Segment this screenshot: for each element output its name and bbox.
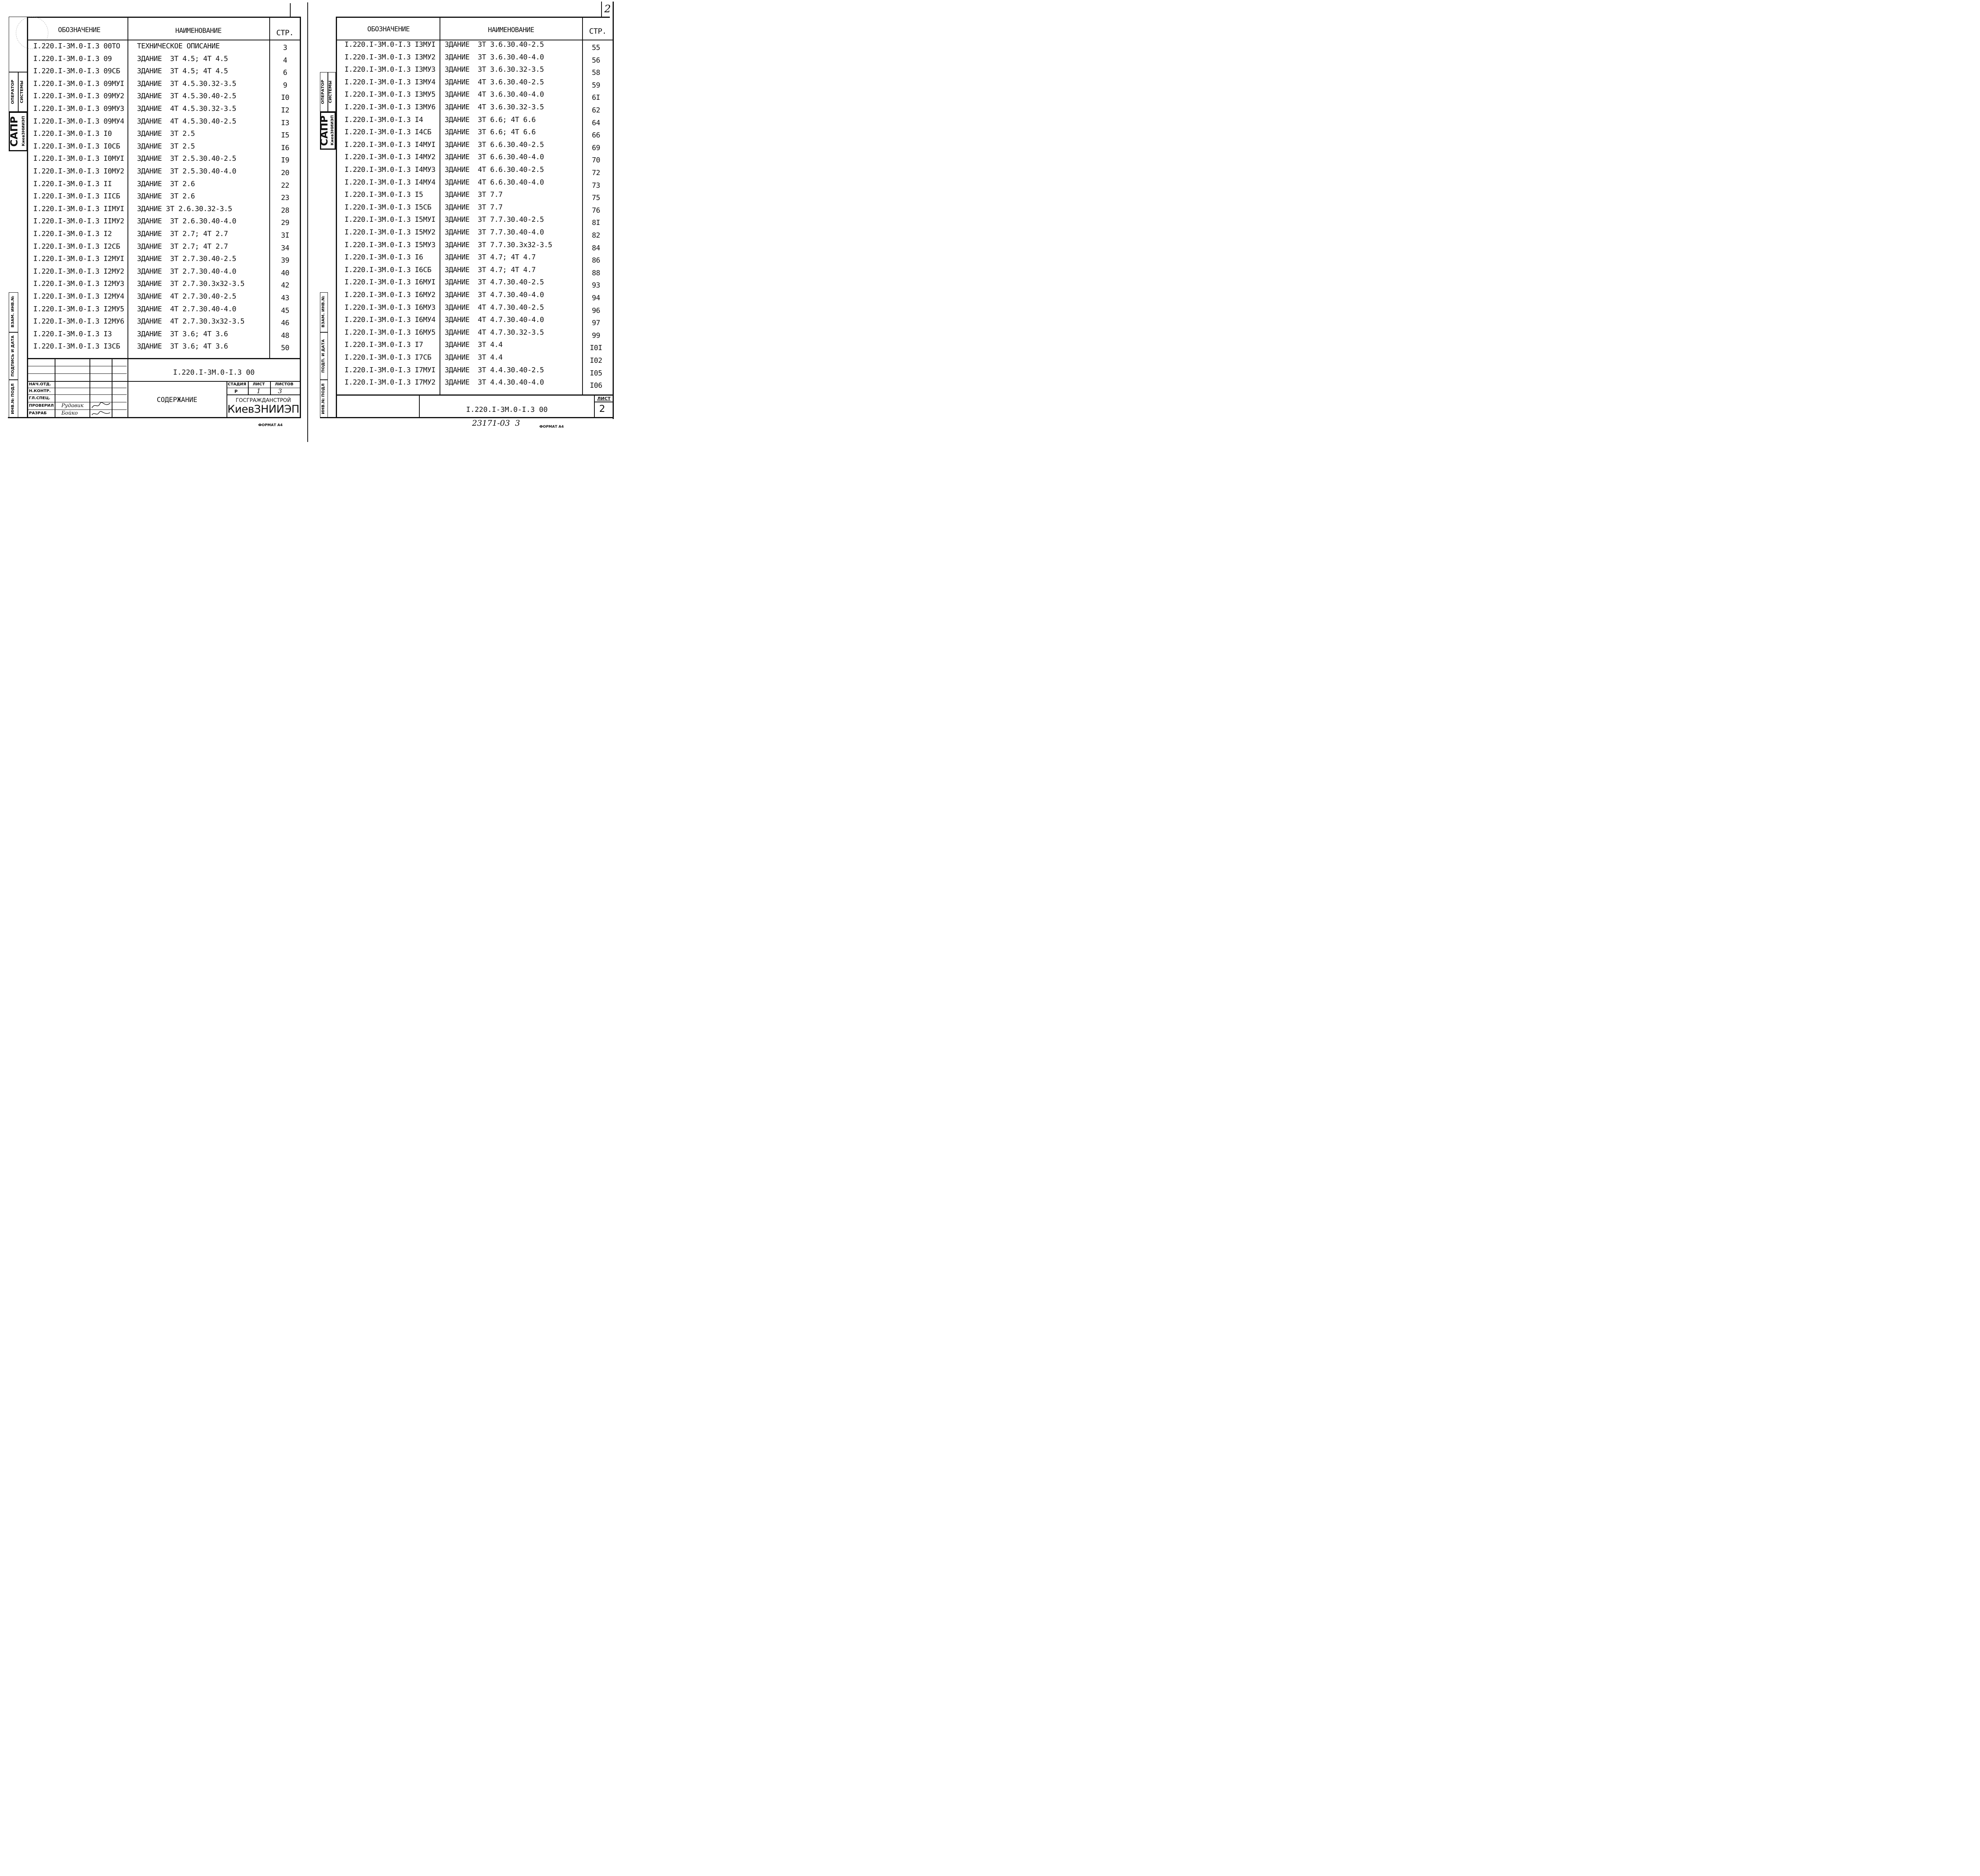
- row-name: ЗДАНИЕ 4Т 4.5.30.32-3.5: [137, 105, 236, 113]
- header-name: НАИМЕНОВАНИЕ: [175, 27, 222, 35]
- row-designation: I.220.I-3M.0-I.3 I6: [345, 253, 423, 262]
- header-designation: ОБОЗНАЧЕНИЕ: [367, 25, 410, 33]
- tb-stage-line-2: [227, 394, 300, 395]
- row-page: 22: [281, 181, 289, 190]
- row-name: ЗДАНИЕ 3Т 3.6; 4Т 3.6: [137, 329, 228, 338]
- row-name: ЗДАНИЕ 3Т 4.7; 4Т 4.7: [445, 265, 536, 274]
- left-sheet: [0, 0, 309, 445]
- row-designation: I.220.I-3M.0-I.3 09МУ4: [33, 117, 124, 126]
- row-designation: I.220.I-3M.0-I.3 I3МУ6: [345, 103, 436, 111]
- vzam-label: ВЗАМ. ИНВ.№: [321, 296, 326, 328]
- row-name: ЗДАНИЕ 4Т 3.6.30.40-4.0: [445, 90, 544, 99]
- row-designation: I.220.I-3M.0-I.3 I6МУI: [345, 278, 436, 287]
- row-name: ЗДАНИЕ 4Т 4.7.30.40-2.5: [445, 303, 544, 312]
- row-designation: I.220.I-3M.0-I.3 I3: [33, 329, 112, 338]
- row-page: 84: [592, 244, 600, 252]
- org-line2: КиевЗНИИЭП: [227, 403, 299, 415]
- top-border: [28, 17, 301, 18]
- signature-proveril: [90, 402, 112, 409]
- row-name: ЗДАНИЕ 4Т 2.7.30.3x32-3.5: [137, 317, 245, 326]
- org-line1: ГОСГРАЖДАНСТРОЙ: [236, 398, 291, 404]
- operator-label: ОПЕРАТОР: [321, 80, 325, 104]
- row-name: ЗДАНИЕ 3Т 6.6; 4Т 6.6: [445, 128, 536, 137]
- col-line-2: [269, 17, 270, 358]
- row-name: ЗДАНИЕ 3Т 2.7; 4Т 2.7: [137, 230, 228, 238]
- sheet-edge: [290, 3, 291, 17]
- row-page: I0I: [590, 344, 602, 352]
- row-page: 59: [592, 81, 600, 90]
- row-name: ЗДАНИЕ 4Т 6.6.30.40-2.5: [445, 166, 544, 174]
- row-page: 43: [281, 294, 289, 302]
- row-designation: I.220.I-3M.0-I.3 I4МУ2: [345, 153, 436, 162]
- row-name: ЗДАНИЕ 3Т 2.6: [137, 179, 195, 188]
- stamp-split: [18, 72, 19, 112]
- name-proveril: Рудавик: [61, 403, 84, 409]
- row-name: ЗДАНИЕ 3Т 6.6; 4Т 6.6: [445, 115, 536, 124]
- row-name: ЗДАНИЕ 3Т 4.4: [445, 353, 503, 362]
- inv-label: ИНВ.№ ПОДЛ: [11, 383, 15, 414]
- row-designation: I.220.I-3M.0-I.3 I5СБ: [345, 203, 432, 211]
- sheet-divider: [307, 2, 308, 442]
- row-designation: I.220.I-3M.0-I.3 I6СБ: [345, 265, 432, 274]
- tb-col-2: [594, 394, 595, 417]
- row-name: ТЕХНИЧЕСКОЕ ОПИСАНИЕ: [137, 42, 220, 50]
- row-page: 66: [592, 131, 600, 140]
- system-label: СИСТЕМЫ: [328, 80, 333, 103]
- doc-code: I.220.I-3M.0-I.3 00: [173, 368, 255, 377]
- row-page: 75: [592, 194, 600, 202]
- signature-razrab: [90, 409, 112, 417]
- table-end-line: [337, 394, 613, 396]
- sapr-org-label: КиевЗНИИЭП: [21, 116, 26, 147]
- row-page: 6: [283, 69, 287, 77]
- role-nach-otd: НАЧ.ОТД.: [29, 382, 51, 387]
- row-designation: I.220.I-3M.0-I.3 I3МУI: [345, 40, 436, 49]
- row-page: 45: [281, 306, 289, 315]
- row-page: 88: [592, 269, 600, 277]
- row-page: 48: [281, 331, 289, 340]
- row-page: I06: [590, 381, 602, 390]
- row-page: 97: [592, 319, 600, 328]
- sheets-value: 3: [278, 387, 282, 395]
- row-page: 70: [592, 156, 600, 165]
- row-designation: I.220.I-3M.0-I.3 I3МУ4: [345, 78, 436, 86]
- sapr-label: САПР: [8, 116, 20, 147]
- role-razrab: РАЗРАБ: [29, 411, 47, 415]
- row-page: 40: [281, 269, 289, 277]
- row-name: ЗДАНИЕ 3Т 4.5; 4Т 4.5: [137, 54, 228, 63]
- row-name: ЗДАНИЕ 4Т 6.6.30.40-4.0: [445, 178, 544, 187]
- name-razrab: Бойко: [61, 410, 78, 416]
- row-page: I2: [281, 106, 289, 114]
- bottom-border: [320, 417, 613, 418]
- row-name: ЗДАНИЕ 3Т 2.6.30.32-3.5: [137, 204, 232, 213]
- row-page: I9: [281, 156, 289, 165]
- row-name: ЗДАНИЕ 3Т 2.5.30.40-4.0: [137, 167, 236, 175]
- row-page: 82: [592, 231, 600, 240]
- tb-stage-col-1: [248, 381, 249, 394]
- side-sep-1: [320, 332, 328, 333]
- row-name: ЗДАНИЕ 4Т 2.7.30.40-4.0: [137, 305, 236, 313]
- sapr-org-label: КиевЗНИИЭП: [330, 115, 335, 146]
- podpis-label: ПОДП. И ДАТА: [321, 339, 326, 373]
- row-designation: I.220.I-3M.0-I.3 I2МУ3: [33, 280, 124, 288]
- row-name: ЗДАНИЕ 3Т 4.5.30.32-3.5: [137, 79, 236, 88]
- row-designation: I.220.I-3M.0-I.3 IIМУI: [33, 204, 124, 213]
- row-name: ЗДАНИЕ 4Т 3.6.30.32-3.5: [445, 103, 544, 111]
- row-name: ЗДАНИЕ 3Т 3.6.30.32-3.5: [445, 65, 544, 74]
- row-designation: I.220.I-3M.0-I.3 I7: [345, 341, 423, 349]
- row-page: 94: [592, 294, 600, 302]
- row-name: ЗДАНИЕ 3Т 7.7.30.40-4.0: [445, 228, 544, 236]
- row-name: ЗДАНИЕ 3Т 2.5: [137, 142, 195, 150]
- sheet-label: ЛИСТ: [597, 396, 611, 401]
- header-page: СТР.: [589, 27, 607, 36]
- sheets-label: ЛИСТОВ: [275, 382, 293, 387]
- row-name: ЗДАНИЕ 3Т 4.5.30.40-2.5: [137, 92, 236, 101]
- tb-line-c: [28, 381, 300, 382]
- row-name: ЗДАНИЕ 4Т 4.5.30.40-2.5: [137, 117, 236, 126]
- right-sheet: [309, 0, 621, 445]
- row-designation: I.220.I-3M.0-I.3 09СБ: [33, 67, 120, 76]
- row-name: ЗДАНИЕ 3Т 4.5; 4Т 4.5: [137, 67, 228, 76]
- row-designation: I.220.I-3M.0-I.3 IIМУ2: [33, 217, 124, 226]
- header-designation: ОБОЗНАЧЕНИЕ: [58, 26, 101, 34]
- row-name: ЗДАНИЕ 3Т 7.7: [445, 203, 503, 211]
- row-page: 62: [592, 106, 600, 114]
- table-end-line: [28, 358, 300, 359]
- stage-label: СТАДИЯ: [228, 382, 246, 387]
- row-designation: I.220.I-3M.0-I.3 I5: [345, 190, 423, 199]
- row-page: 64: [592, 118, 600, 127]
- row-page: 55: [592, 44, 600, 52]
- row-designation: I.220.I-3M.0-I.3 I4МУ4: [345, 178, 436, 187]
- row-page: 93: [592, 281, 600, 290]
- operator-label: ОПЕРАТОР: [11, 80, 15, 104]
- system-label: СИСТЕМЫ: [20, 80, 24, 103]
- row-name: ЗДАНИЕ 3Т 7.7.30.3x32-3.5: [445, 240, 552, 249]
- sheet-value: 2: [599, 403, 605, 414]
- vzam-label: ВЗАМ. ИНВ.№: [11, 296, 15, 328]
- tb-stage-col-2: [270, 381, 271, 394]
- role-gl-spec: ГЛ.СПЕЦ.: [29, 396, 51, 400]
- row-designation: I.220.I-3M.0-I.3 I7МУ2: [345, 378, 436, 387]
- row-designation: I.220.I-3M.0-I.3 09: [33, 54, 112, 63]
- row-name: ЗДАНИЕ 3Т 7.7: [445, 190, 503, 199]
- row-page: 3: [283, 44, 287, 52]
- inv-label: ИНВ.№ ПОДЛ: [321, 383, 326, 414]
- row-name: ЗДАНИЕ 3Т 3.6.30.40-2.5: [445, 40, 544, 49]
- col-line-2: [582, 17, 583, 394]
- row-page: 72: [592, 169, 600, 177]
- row-name: ЗДАНИЕ 3Т 4.4: [445, 341, 503, 349]
- row-designation: I.220.I-3M.0-I.3 I0СБ: [33, 142, 120, 150]
- podpis-label: ПОДПИСЬ И ДАТА: [11, 335, 15, 377]
- row-name: ЗДАНИЕ 3Т 4.4.30.40-2.5: [445, 366, 544, 374]
- row-designation: I.220.I-3M.0-I.3 I2МУ4: [33, 292, 124, 301]
- row-designation: I.220.I-3M.0-I.3 I2МУ5: [33, 305, 124, 313]
- left-border: [336, 17, 337, 417]
- sapr-label: САПР: [318, 115, 330, 146]
- row-designation: I.220.I-3M.0-I.3 I5МУ3: [345, 240, 436, 249]
- row-designation: I.220.I-3M.0-I.3 I4: [345, 115, 423, 124]
- row-name: ЗДАНИЕ 3Т 2.6: [137, 192, 195, 201]
- row-designation: I.220.I-3M.0-I.3 I3МУ5: [345, 90, 436, 99]
- row-designation: I.220.I-3M.0-I.3 I4СБ: [345, 128, 432, 137]
- row-name: ЗДАНИЕ 4Т 4.7.30.40-4.0: [445, 316, 544, 324]
- row-designation: I.220.I-3M.0-I.3 I2СБ: [33, 242, 120, 251]
- row-name: ЗДАНИЕ 3Т 4.7; 4Т 4.7: [445, 253, 536, 262]
- row-designation: I.220.I-3M.0-I.3 I6МУ4: [345, 316, 436, 324]
- row-designation: I.220.I-3M.0-I.3 I3СБ: [33, 342, 120, 351]
- row-page: 8I: [592, 219, 600, 227]
- row-page: 29: [281, 219, 289, 227]
- row-page: 50: [281, 344, 289, 352]
- header-name: НАИМЕНОВАНИЕ: [488, 26, 534, 34]
- archive-number: 23171-03 3: [472, 418, 520, 428]
- row-designation: I.220.I-3M.0-I.3 I6МУ5: [345, 328, 436, 337]
- row-name: ЗДАНИЕ 3Т 6.6.30.40-2.5: [445, 140, 544, 149]
- row-name: ЗДАНИЕ 4Т 4.7.30.32-3.5: [445, 328, 544, 337]
- row-name: ЗДАНИЕ 3Т 2.5.30.40-2.5: [137, 154, 236, 163]
- row-page: 58: [592, 69, 600, 77]
- row-name: ЗДАНИЕ 3Т 7.7.30.40-2.5: [445, 215, 544, 224]
- row-page: 42: [281, 281, 289, 290]
- doc-title: СОДЕРЖАНИЕ: [156, 396, 198, 404]
- row-name: ЗДАНИЕ 3Т 2.5: [137, 130, 195, 138]
- right-border: [300, 17, 301, 417]
- stage-value: Р: [234, 389, 238, 394]
- row-page: 4: [283, 56, 287, 65]
- row-page: I05: [590, 369, 602, 377]
- corner-box-left: [601, 2, 602, 17]
- row-designation: I.220.I-3M.0-I.3 09МУ3: [33, 105, 124, 113]
- row-designation: I.220.I-3M.0-I.3 I2МУ6: [33, 317, 124, 326]
- doc-code: I.220.I-3M.0-I.3 00: [466, 406, 548, 414]
- format-label: ФОРМАТ А4: [539, 425, 564, 429]
- row-name: ЗДАНИЕ 3Т 2.7.30.3x32-3.5: [137, 280, 245, 288]
- row-name: ЗДАНИЕ 3Т 4.4.30.40-4.0: [445, 378, 544, 387]
- bottom-border: [8, 417, 301, 418]
- row-designation: I.220.I-3M.0-I.3 I3МУ3: [345, 65, 436, 74]
- role-proveril: ПРОВЕРИЛ: [29, 404, 54, 408]
- row-designation: I.220.I-3M.0-I.3 I0: [33, 130, 112, 138]
- row-page: 86: [592, 256, 600, 265]
- row-page: 9: [283, 81, 287, 90]
- row-designation: I.220.I-3M.0-I.3 I6МУ3: [345, 303, 436, 312]
- row-page: 6I: [592, 93, 600, 102]
- row-page: 69: [592, 143, 600, 152]
- row-designation: I.220.I-3M.0-I.3 09МУI: [33, 79, 124, 88]
- row-designation: I.220.I-3M.0-I.3 I2: [33, 230, 112, 238]
- row-name: ЗДАНИЕ 3Т 3.6.30.40-4.0: [445, 53, 544, 61]
- row-designation: I.220.I-3M.0-I.3 I4МУI: [345, 140, 436, 149]
- row-name: ЗДАНИЕ 3Т 3.6; 4Т 3.6: [137, 342, 228, 351]
- row-designation: I.220.I-3M.0-I.3 I7СБ: [345, 353, 432, 362]
- row-designation: I.220.I-3M.0-I.3 I0МУ2: [33, 167, 124, 175]
- row-name: ЗДАНИЕ 4Т 2.7.30.40-2.5: [137, 292, 236, 301]
- row-page: 28: [281, 206, 289, 215]
- row-page: 76: [592, 206, 600, 215]
- row-page: 20: [281, 169, 289, 177]
- row-page: I6: [281, 143, 289, 152]
- row-designation: I.220.I-3M.0-I.3 I4МУ3: [345, 166, 436, 174]
- sheet-label: ЛИСТ: [253, 382, 265, 387]
- row-page: 56: [592, 56, 600, 65]
- row-page: 46: [281, 319, 289, 328]
- format-label: ФОРМАТ А4: [258, 423, 283, 427]
- row-page: I3: [281, 118, 289, 127]
- row-designation: I.220.I-3M.0-I.3 09МУ2: [33, 92, 124, 101]
- row-designation: I.220.I-3M.0-I.3 00TO: [33, 42, 120, 50]
- row-name: ЗДАНИЕ 3Т 2.7; 4Т 2.7: [137, 242, 228, 251]
- row-name: ЗДАНИЕ 3Т 4.7.30.40-4.0: [445, 291, 544, 299]
- row-name: ЗДАНИЕ 3Т 4.7.30.40-2.5: [445, 278, 544, 287]
- sheet-value: 1: [257, 387, 261, 395]
- official-seal: [16, 17, 48, 49]
- row-page: 39: [281, 256, 289, 265]
- row-designation: I.220.I-3M.0-I.3 I5МУ2: [345, 228, 436, 236]
- row-page: I0: [281, 93, 289, 102]
- row-designation: I.220.I-3M.0-I.3 IIСБ: [33, 192, 120, 201]
- role-n-kontr: Н.КОНТР.: [29, 389, 51, 393]
- row-designation: I.220.I-3M.0-I.3 I2МУI: [33, 255, 124, 263]
- row-page: I02: [590, 356, 602, 365]
- right-border: [613, 2, 614, 419]
- header-page: СТР.: [276, 29, 294, 37]
- row-designation: I.220.I-3M.0-I.3 II: [33, 179, 112, 188]
- corner-sheet-number: 2: [604, 3, 611, 15]
- row-designation: I.220.I-3M.0-I.3 I6МУ2: [345, 291, 436, 299]
- row-designation: I.220.I-3M.0-I.3 I3МУ2: [345, 53, 436, 61]
- row-page: 3I: [281, 231, 289, 240]
- row-name: ЗДАНИЕ 3Т 2.7.30.40-2.5: [137, 255, 236, 263]
- row-designation: I.220.I-3M.0-I.3 I7МУI: [345, 366, 436, 374]
- row-page: 73: [592, 181, 600, 190]
- row-page: 96: [592, 306, 600, 315]
- row-page: 99: [592, 331, 600, 340]
- row-designation: I.220.I-3M.0-I.3 I2МУ2: [33, 267, 124, 276]
- row-name: ЗДАНИЕ 3Т 6.6.30.40-4.0: [445, 153, 544, 162]
- top-border: [336, 17, 610, 18]
- row-page: 34: [281, 244, 289, 252]
- row-designation: I.220.I-3M.0-I.3 I0МУI: [33, 154, 124, 163]
- row-name: ЗДАНИЕ 3Т 2.6.30.40-4.0: [137, 217, 236, 226]
- row-name: ЗДАНИЕ 3Т 2.7.30.40-4.0: [137, 267, 236, 276]
- row-designation: I.220.I-3M.0-I.3 I5МУI: [345, 215, 436, 224]
- row-page: I5: [281, 131, 289, 140]
- row-page: 23: [281, 194, 289, 202]
- row-name: ЗДАНИЕ 4Т 3.6.30.40-2.5: [445, 78, 544, 86]
